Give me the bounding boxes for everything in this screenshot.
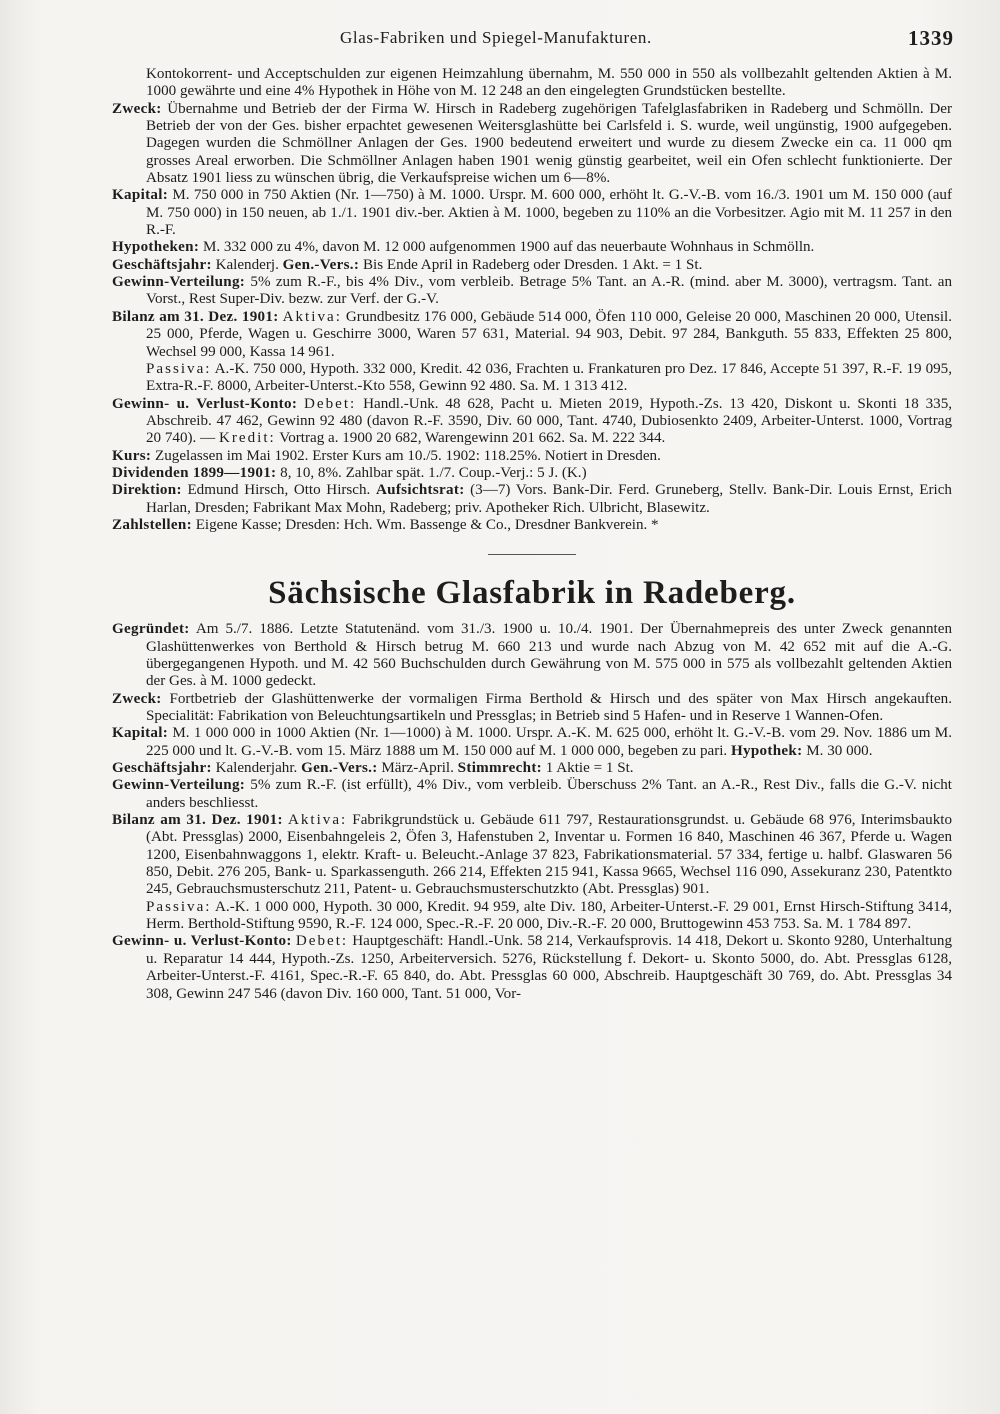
gv-konto-label: Gewinn- u. Verlust-Konto:	[112, 395, 298, 412]
kurs-text: Zugelassen im Mai 1902. Erster Kurs am 10./5. 1902: 118.25%. Notiert in Dresden.	[155, 447, 661, 464]
gewinn-verteilung-label-2: Gewinn-Verteilung:	[112, 777, 246, 794]
hypotheken-text: M. 332 000 zu 4%, davon M. 12 000 aufgenommen 1900 auf das neuerbaute Wohnhaus in Schmölln.	[202, 239, 815, 256]
kapital-entry	[112, 187, 952, 239]
aufsichtsrat-text: (3—7) Vors. Bank-Dir. Ferd. Gruneberg, Stellv. Bank-Dir. Louis Ernst, Erich Harlan, Dresden; Fabrikant Max Mohn, Radeberg; priv. Apotheker Rich. Ulbricht, Blasewitz.	[146, 482, 952, 516]
zahlstellen-entry	[112, 517, 952, 534]
bilanz-entry-2	[112, 812, 952, 899]
kapital-entry-2	[112, 725, 952, 760]
geschaeftsjahr-text-2: Kalenderjahr.	[215, 760, 298, 777]
passiva-entry-2	[112, 899, 952, 934]
gen-vers-text: Bis Ende April in Radeberg oder Dresden. 1 Akt. = 1 St.	[362, 256, 703, 273]
zweck-entry-2	[112, 691, 952, 726]
section-divider	[488, 554, 576, 555]
geschaeftsjahr-label-2: Geschäftsjahr:	[112, 760, 212, 777]
geschaeftsjahr-entry-2	[112, 760, 952, 777]
geschaeftsjahr-text: Kalenderj.	[215, 256, 279, 273]
kapital-label-2: Kapital:	[112, 725, 169, 742]
zweck-entry	[112, 101, 952, 188]
hypothek-text-2: M. 30 000.	[806, 742, 873, 759]
dividenden-text: 8, 10, 8%. Zahlbar spät. 1./7. Coup.-Verj.: 5 J. (K.)	[280, 464, 587, 481]
passiva-text-2: A.-K. 1 000 000, Hypoth. 30 000, Kredit. 94 959, alte Div. 180, Arbeiter-Unterst.-F. 29 001, Ernst Hirsch-Stiftung 3414, Herm. Berthold-Stiftung 9590, R.-F. 124 000, Spec.-R.-F. 20 000, Div.-R.-F. 20 000, Bruttogewinn 453 753. Sa. M. 1 784 897.	[146, 898, 952, 933]
kredit-label: Kredit:	[218, 430, 276, 447]
gewinn-verteilung-entry-2	[112, 777, 952, 812]
gen-vers-text-2: März-April.	[381, 760, 454, 777]
dividenden-entry	[112, 465, 952, 482]
gewinn-verteilung-entry	[112, 274, 952, 309]
debet-label: Debet:	[304, 395, 357, 412]
page-content	[112, 66, 952, 1003]
aktiva-label: Aktiva:	[282, 308, 342, 325]
page-number: 1339	[908, 26, 954, 50]
bilanz-entry	[112, 309, 952, 361]
bilanz-label: Bilanz am 31. Dez. 1901:	[112, 308, 279, 325]
gegruendet-text: Am 5./7. 1886. Letzte Statutenänd. vom 31./3. 1900 u. 10./4. 1901. Der Übernahmepreis des unter Zweck genannten Glashüttenwerkes von Berthold & Hirsch betrug M. 660 213 und wurde nach Abzug von M. 42 652 mit auf die A.-G. übergegangenen Hypoth. und M. 42 560 Buchschulden durch Gewährung von M. 575 000 in 575 als vollbezahlt geltenden Aktien der Ges. à M. 1000 gedeckt.	[146, 621, 952, 690]
passiva-entry	[112, 361, 952, 396]
geschaeftsjahr-entry	[112, 257, 952, 274]
direktion-label: Direktion:	[112, 482, 182, 499]
running-title: Glas-Fabriken und Spiegel-Manufakturen.	[340, 28, 652, 47]
zweck-text: Übernahme und Betrieb der der Firma W. Hirsch in Radeberg zugehörigen Tafelglasfabriken in Radeberg und Schmölln. Der Betrieb der von der Ges. bisher erpachtet gewesenen Weitersglashütte bei Carlsfeld i. S. wurde, weil ungünstig, 1900 aufgegeben. Dagegen wurden die Schmöllner Anlagen der Ges. 1900 bedeutend erweitert und wurde zu diesem Zwecke ein ca. 11 000 qm grosses Areal erworben. Die Schmöllner Anlagen haben 1901 wenig günstig gearbeitet, weil ein Ofen schlecht funktionierte. Der Absatz 1901 liess zu wünschen übrig, die Verkaufspreise wichen um 6—8%.	[146, 100, 952, 187]
debet-label-2: Debet:	[295, 933, 349, 950]
page-header	[140, 22, 960, 54]
dividenden-label: Dividenden 1899—1901:	[112, 464, 277, 481]
zahlstellen-text: Eigene Kasse; Dresden: Hch. Wm. Bassenge & Co., Dresdner Bankverein. *	[195, 516, 659, 533]
kapital-label: Kapital:	[112, 187, 169, 204]
direktion-text: Edmund Hirsch, Otto Hirsch.	[187, 482, 371, 499]
geschaeftsjahr-label: Geschäftsjahr:	[112, 256, 212, 273]
bilanz-label-2: Bilanz am 31. Dez. 1901:	[112, 812, 283, 829]
aktiva-text-2: Fabrikgrundstück u. Gebäude 611 797, Restaurationsgrundst. u. Gebäude 68 976, Interimsbaukto (Abt. Pressglas) 2000, Eisenbahngeleis 2, Öfen 3, Hafenstuben 2, Inventar u. Formen 16 840, Maschinen 46 367, Pferde u. Wagen 1200, Eisenbahnwaggons 1, elektr. Kraft- u. Beleucht.-Anlage 37 823, Fabrikationsmaterial. 57 334, fertige u. halbf. Glaswaren 56 850, Debit. 276 205, Bank- u. Sparkassenguth. 266 214, Effekten 215 941, Kassa 9665, Wechsel 116 090, Assekuranz 230, Patentkto 245, Gebrauchsmusterschutz 211, Patent- u. Gebrauchsmusterschutzkto (Abt. Pressglas) 901.	[146, 812, 952, 898]
debet-text-2: Hauptgeschäft: Handl.-Unk. 58 214, Verkaufsprovis. 14 418, Dekort u. Skonto 9280, Unterhaltung u. Reparatur 14 444, Hypoth.-Zs. 1250, Arbeiterversich. 5276, Rückstellung f. Dekort- u. Skonto 5000, do. Abt. Pressglas 6128, Arbeiter-Unterst.-F. 4161, Spec.-R.-F. 65 840, do. Abt. Pressglas 60 000, Abschreib. Hauptgeschäft 30 769, do. Abt. Pressglas 34 308, Gewinn 247 546 (davon Div. 160 000, Tant. 51 000, Vor-	[146, 933, 952, 1002]
gv-konto-label-2: Gewinn- u. Verlust-Konto:	[112, 933, 292, 950]
stimmrecht-label: Stimmrecht:	[457, 760, 543, 777]
hypotheken-entry	[112, 239, 952, 256]
gen-vers-label: Gen.-Vers.:	[282, 256, 360, 273]
gen-vers-label-2: Gen.-Vers.:	[301, 760, 378, 777]
gewinn-verteilung-text-2: 5% zum R.-F. (ist erfüllt), 4% Div., vom verbleib. Überschuss 2% Tant. an A.-R., Rest Div., falls die G.-V. nicht anders beschliesst.	[146, 777, 952, 811]
gewinn-verteilung-text: 5% zum R.-F., bis 4% Div., vom verbleib. Betrage 5% Tant. an A.-R. (mind. aber M. 3000), vertragsm. Tant. an Vorst., Rest Super-Div. bezw. zur Verf. der G.-V.	[146, 274, 952, 308]
zweck-text-2: Fortbetrieb der Glashüttenwerke der vormaligen Firma Berthold & Hirsch und des später von Max Hirsch angekauften. Specialität: Fabrikation von Beleuchtungsartikeln und Pressglas; in Betrieb sind 5 Hafen- und in Reserve 1 Wannen-Ofen.	[146, 690, 952, 724]
aktiva-text: Grundbesitz 176 000, Gebäude 514 000, Öfen 110 000, Geleise 20 000, Maschinen 20 000, Utensil. 25 000, Pferde, Wagen u. Geschirre 3000, Waren 57 631, Material. 94 903, Debit. 97 284, Bankguth. 55 833, Effekten 25 800, Wechsel 99 000, Kassa 14 961.	[146, 308, 953, 360]
passiva-label: Passiva:	[146, 360, 212, 377]
stimmrecht-text: 1 Aktie = 1 St.	[545, 760, 634, 777]
intro-paragraph: Kontokorrent- und Acceptschulden zur eigenen Heimzahlung übernahm, M. 550 000 in 550 als vollbezahlt geltenden Aktien à M. 1000 gewährte und eine 4% Hypothek in Höhe von M. 12 248 an den eingelegten Grundstücken bestellte.	[146, 66, 952, 100]
debet-text: Handl.-Unk. 48 628, Pacht u. Mieten 2019, Hypoth.-Zs. 13 420, Diskont u. Skonti 18 335, Abschreib. 47 462, Gewinn 92 480 (davon R.-F. 3590, Div. 60 000, Tant. 4740, Dubiosenkto 2409, Arbeiter-Unterst. 1000, Vortrag 20 740). —	[146, 395, 953, 447]
gegruendet-label: Gegründet:	[112, 621, 190, 638]
hypothek-label-2: Hypothek:	[730, 742, 803, 759]
kredit-text: Vortrag a. 1900 20 682, Warengewinn 201 662. Sa. M. 222 344.	[279, 430, 666, 447]
direktion-entry	[112, 482, 952, 517]
passiva-label-2: Passiva:	[146, 898, 212, 915]
gv-konto-entry-2	[112, 933, 952, 1002]
kapital-text-2: M. 1 000 000 in 1000 Aktien (Nr. 1—1000) à M. 1000. Urspr. A.-K. M. 625 000, erhöht lt. G.-V.-B. vom 29. Nov. 1886 um M. 225 000 und lt. G.-V.-B. vom 15. März 1888 um M. 150 000 auf M. 1 000 000, begeben zu pari.	[146, 725, 952, 759]
kurs-label: Kurs:	[112, 447, 152, 464]
zahlstellen-label: Zahlstellen:	[112, 516, 192, 533]
zweck-label-2: Zweck:	[112, 690, 162, 707]
kurs-entry	[112, 448, 952, 465]
gegruendet-entry	[112, 621, 952, 690]
aktiva-label-2: Aktiva:	[287, 812, 348, 829]
company-title: Sächsische Glasfabrik in Radeberg.	[268, 575, 796, 612]
kapital-text: M. 750 000 in 750 Aktien (Nr. 1—750) à M. 1000. Urspr. M. 600 000, erhöht lt. G.-V.-B. vom 16./3. 1901 um M. 150 000 (auf M. 750 000) in 150 neuen, ab 1./1. 1901 div.-ber. Aktien à M. 1000, begeben zu 110% an die Vorbesitzer. Agio mit M. 11 257 in den R.-F.	[146, 187, 952, 239]
passiva-text: A.-K. 750 000, Hypoth. 332 000, Kredit. 42 036, Frachten u. Frankaturen pro Dez. 17 846, Accepte 51 397, R.-F. 19 095, Extra-R.-F. 8000, Arbeiter-Unterst.-Kto 558, Gewinn 92 480. Sa. M. 1 313 412.	[146, 360, 952, 395]
gv-konto-entry	[112, 396, 952, 448]
gewinn-verteilung-label: Gewinn-Verteilung:	[112, 274, 246, 291]
hypotheken-label: Hypotheken:	[112, 239, 200, 256]
aufsichtsrat-label: Aufsichtsrat:	[375, 482, 465, 499]
zweck-label: Zweck:	[112, 100, 162, 117]
